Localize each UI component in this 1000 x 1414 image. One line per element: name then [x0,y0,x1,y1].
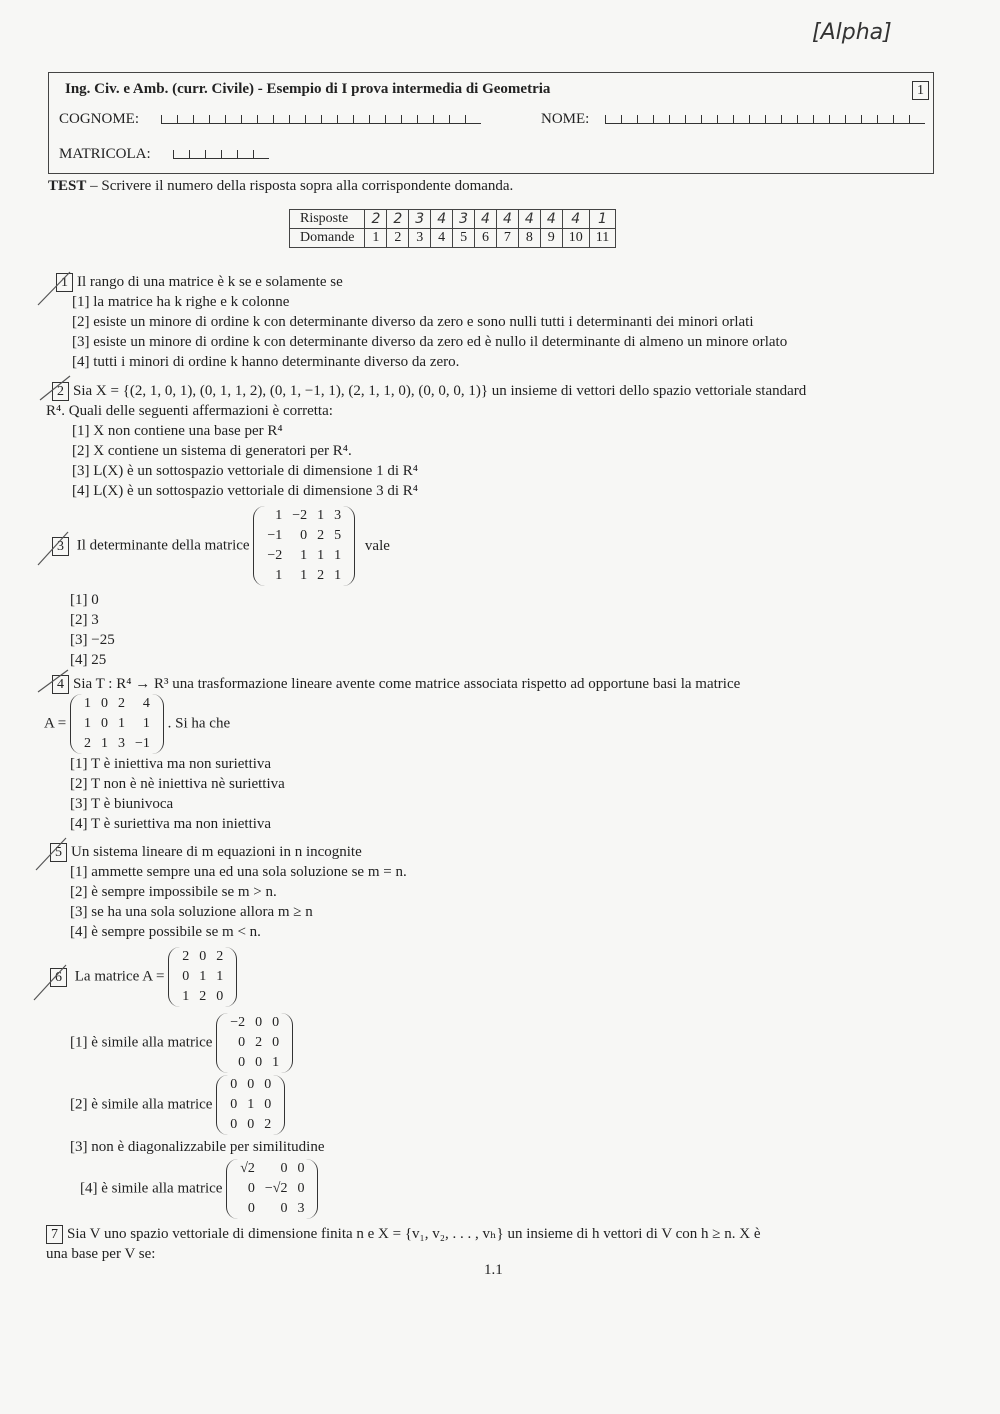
matricola-label: MATRICOLA: [59,146,151,162]
option-label: [2] è simile alla matrice [70,1096,213,1113]
answer-cell[interactable]: 4 [475,210,497,229]
answer-cell[interactable]: 2 [387,210,409,229]
option-4[interactable]: [4] tutti i minori di ordine k hanno determinante diverso da zero. [72,354,460,370]
matrix-cell: 0 [247,1117,255,1132]
question-text: Un sistema lineare di m equazioni in n incognite [71,844,362,860]
option-1[interactable]: [1] T è iniettiva ma non suriettiva [70,756,272,772]
matrix-cell: 0 [100,716,108,731]
matrix-cell: 0 [247,1181,255,1196]
matrix-cell: 2 [83,736,91,751]
matrix-cell: −2 [230,1015,246,1030]
matrix-cell: −1 [267,528,283,543]
matrix-cell: 0 [230,1077,238,1092]
option-4[interactable]: [4] T è suriettiva ma non iniettiva [70,816,272,832]
option-4[interactable]: [4] 25 [70,652,107,668]
question-text: Il rango di una matrice è k se e solamente se [77,274,343,290]
matrix-cell: 1 [275,508,283,523]
option-4[interactable]: [4] è sempre possibile se m < n. [70,924,261,940]
question-text-cont: R⁴. Quali delle seguenti affermazioni è corretta: [46,403,333,419]
matrix-cell: −2 [292,508,308,523]
pen-stroke [38,532,68,565]
option-1[interactable]: [1] 0 [70,592,99,608]
option-1[interactable]: [1] ammette sempre una ed una sola soluzione se m = n. [70,864,407,880]
option-4[interactable]: [4] L(X) è un sottospazio vettoriale di dimensione 3 di R⁴ [72,483,418,499]
answer-cell[interactable]: 4 [562,210,589,229]
matrix-cell: 0 [300,528,308,543]
question-text-cont: una base per V se: [46,1246,156,1262]
answer-cell[interactable]: 4 [431,210,453,229]
question-text: Sia X = {(2, 1, 0, 1), (0, 1, 1, 2), (0, 1, −1, 1), (2, 1, 1, 0), (0, 0, 0, 1)} un insieme di vettori dello spazio vettoriale standard [73,383,807,399]
answer-cell[interactable]: 4 [518,210,540,229]
matrix-cell: 2 [317,528,325,543]
answer-cell[interactable]: 3 [409,210,431,229]
question-number: 5 [50,843,67,862]
matrix-cell: 0 [230,1117,238,1132]
matrix-cell: 1 [317,548,325,563]
option-3[interactable]: [3] se ha una sola soluzione allora m ≥ n [70,904,313,920]
matrix-cell: 1 [247,1097,255,1112]
cognome-label: COGNOME: [59,111,140,127]
matrix-a-label: A = [44,715,67,732]
matrix-cell: 1 [199,969,207,984]
question-text-after: vale [364,537,390,554]
matrix-cell: 3 [334,508,342,523]
question-text: Sia V uno spazio vettoriale di dimensione finita n e X = {v₁, v₂, . . . , vₕ} un insieme di h vettori di V con h ≥ n. X è [67,1226,761,1242]
matrix-cell: −√2 [264,1181,288,1196]
question-cell: 8 [518,229,540,248]
question-number: 7 [46,1225,63,1244]
option-1[interactable]: [1] X non contiene una base per R⁴ [72,423,283,439]
matrix-cell: 0 [216,989,224,1004]
pen-stroke [40,376,70,400]
answer-cell[interactable]: 3 [453,210,475,229]
option-2[interactable]: [2] esiste un minore di ordine k con determinante diverso da zero e sono nulli tutti i determinanti dei minori orlati [72,314,754,330]
pen-stroke [34,965,66,1000]
question-cell: 9 [540,229,562,248]
question-number: 6 [50,968,67,987]
answer-cell[interactable]: 4 [496,210,518,229]
matrix-cell: 0 [230,1097,238,1112]
question-cell: 2 [387,229,409,248]
page-footer: 1.1 [484,1262,503,1278]
question-cell: 6 [475,229,497,248]
matrix-cell: 1 [272,1055,280,1070]
matrix-cell: 2 [255,1035,263,1050]
pen-stroke [36,838,66,870]
option-3[interactable]: [3] T è biunivoca [70,796,174,812]
option-label: [4] è simile alla matrice [80,1180,223,1197]
matrix-cell: 0 [280,1161,288,1176]
matrix-cell: 0 [272,1035,280,1050]
test-label: TEST [48,178,87,194]
option-2[interactable]: [2] T non è nè iniettiva nè suriettiva [70,776,285,792]
question-cell: 1 [365,229,387,248]
option-label: [1] è simile alla matrice [70,1034,213,1051]
matrix-cell: 1 [83,696,91,711]
answers-row-label: Risposte [290,210,365,229]
matrix-cell: √2 [240,1161,255,1176]
matrix-cell: 1 [117,716,125,731]
matrix-cell: 1 [100,736,108,751]
matrix-cell: 2 [117,696,125,711]
question-number: 3 [52,537,69,556]
option-2[interactable]: [2] X contiene un sistema di generatori per R⁴. [72,443,352,459]
test-instruction-text: – Scrivere il numero della risposta sopra alla corrispondente domanda. [90,178,514,194]
matrix-cell: 1 [216,969,224,984]
option-3[interactable]: [3] L(X) è un sottospazio vettoriale di dimensione 1 di R⁴ [72,463,418,479]
matrix-cell: 1 [275,568,283,583]
matrix-cell: 1 [334,548,342,563]
option-2[interactable]: [2] 3 [70,612,99,628]
matrix-cell: 4 [142,696,150,711]
matrix-cell: 5 [334,528,342,543]
matrix-cell: 1 [142,716,150,731]
matrix-cell: 2 [264,1117,272,1132]
matrix-cell: 1 [83,716,91,731]
matrix-cell: 1 [334,568,342,583]
matrix-cell: 0 [238,1055,246,1070]
matrix-cell: 0 [280,1201,288,1216]
question-cell: 5 [453,229,475,248]
handwritten-label: [Alpha] [812,20,892,45]
matrix-cell: 0 [297,1181,305,1196]
nome-label: NOME: [541,111,590,127]
option-3[interactable]: [3] non è diagonalizzabile per similitudine [70,1139,325,1155]
matrix-cell: 0 [264,1077,272,1092]
question-number: 2 [52,382,69,401]
question-cell: 11 [589,229,615,248]
exam-title: Ing. Civ. e Amb. (curr. Civile) - Esempio di I prova intermedia di Geometria [65,81,551,97]
matrix-cell: 1 [182,989,190,1004]
question-text-after: . Si ha che [167,715,231,732]
matrix-cell: 0 [247,1201,255,1216]
questions-row-label: Domande [290,229,365,248]
question-text: La matrice A = [74,968,165,985]
matrix-cell: 0 [199,949,207,964]
matrix-cell: 0 [100,696,108,711]
matrix-cell: 0 [247,1077,255,1092]
matrix-cell: −1 [134,736,150,751]
matrix-cell: 0 [238,1035,246,1050]
matrix-cell: 1 [300,548,308,563]
option-3[interactable]: [3] −25 [70,632,115,648]
matrix-cell: 0 [272,1015,280,1030]
pen-stroke [38,670,68,692]
answer-cell[interactable]: 1 [589,210,615,229]
question-number: 1 [56,273,73,292]
question-cell: 4 [431,229,453,248]
matrix-cell: 3 [117,736,125,751]
answer-cell[interactable]: 2 [365,210,387,229]
matrix-cell: 2 [182,949,190,964]
question-cell: 7 [496,229,518,248]
option-3[interactable]: [3] esiste un minore di ordine k con determinante diverso da zero ed è nullo il determinante di almeno un minore orlato [72,334,788,350]
matrix-cell: 3 [297,1201,305,1216]
matrix-cell: 0 [255,1015,263,1030]
option-1[interactable]: [1] la matrice ha k righe e k colonne [72,294,290,310]
question-cell: 10 [562,229,589,248]
question-text: Sia T : R⁴ → R³ una trasformazione lineare avente come matrice associata rispetto ad opportune basi la matrice [73,676,741,692]
answer-cell[interactable]: 4 [540,210,562,229]
matrix-cell: 2 [317,568,325,583]
matrix-cell: 0 [255,1055,263,1070]
pen-stroke [38,272,70,305]
option-2[interactable]: [2] è sempre impossibile se m > n. [70,884,277,900]
page-number-box: 1 [912,81,929,100]
matrix-cell: 2 [216,949,224,964]
matrix-cell: −2 [267,548,283,563]
question-number: 4 [52,675,69,694]
matrix-cell: 0 [182,969,190,984]
matrix-cell: 1 [300,568,308,583]
question-cell: 3 [409,229,431,248]
matrix-cell: 0 [297,1161,305,1176]
matrix-cell: 2 [199,989,207,1004]
question-text: Il determinante della matrice [76,537,250,554]
matrix-cell: 1 [317,508,325,523]
matrix-cell: 0 [264,1097,272,1112]
